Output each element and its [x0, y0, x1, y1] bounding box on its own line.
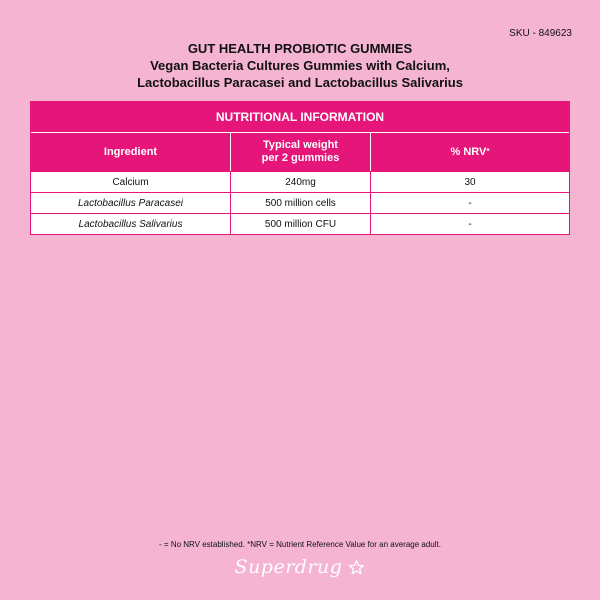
- table-row: [31, 171, 569, 192]
- cell-weight: 240mg: [231, 172, 371, 192]
- cell-weight: 500 million cells: [231, 193, 371, 213]
- nutrition-table: [30, 101, 570, 235]
- cell-ingredient: Lactobacillus Salivarius: [31, 214, 231, 234]
- cell-ingredient: Lactobacillus Paracasei: [31, 193, 231, 213]
- sku-label: SKU - 849623: [509, 28, 572, 39]
- cell-ingredient: Calcium: [31, 172, 231, 192]
- table-row: [31, 213, 569, 234]
- nutrition-table-title: NUTRITIONAL INFORMATION: [31, 102, 569, 133]
- product-subtitle-line1: Vegan Bacteria Cultures Gummies with Calcium,: [150, 58, 450, 73]
- cell-nrv: 30: [464, 176, 476, 188]
- header-nrv-asterisk: *: [486, 146, 490, 156]
- header-weight-line1: Typical weight: [263, 139, 338, 151]
- cell-weight: 500 million CFU: [231, 214, 371, 234]
- header-typical-weight: [231, 133, 371, 171]
- header-weight-line2: per 2 gummies: [261, 152, 340, 164]
- header-nrv: [371, 133, 569, 171]
- nutrition-table-header: [31, 133, 569, 171]
- brand-logo: [0, 556, 600, 578]
- product-subtitle-line2: Lactobacillus Paracasei and Lactobacillus Salivarius: [137, 75, 463, 90]
- cell-nrv: -: [468, 218, 472, 230]
- cell-nrv: -: [468, 197, 472, 209]
- product-heading: [0, 40, 600, 91]
- header-ingredient: Ingredient: [31, 133, 231, 171]
- brand-name: Superdrug: [234, 556, 343, 578]
- product-title: GUT HEALTH PROBIOTIC GUMMIES: [187, 41, 413, 56]
- footnote: - = No NRV established. *NRV = Nutrient Reference Value for an average adult.: [159, 540, 441, 549]
- star-icon: [348, 559, 365, 576]
- header-nrv-label: % NRV: [450, 145, 487, 158]
- table-row: [31, 192, 569, 213]
